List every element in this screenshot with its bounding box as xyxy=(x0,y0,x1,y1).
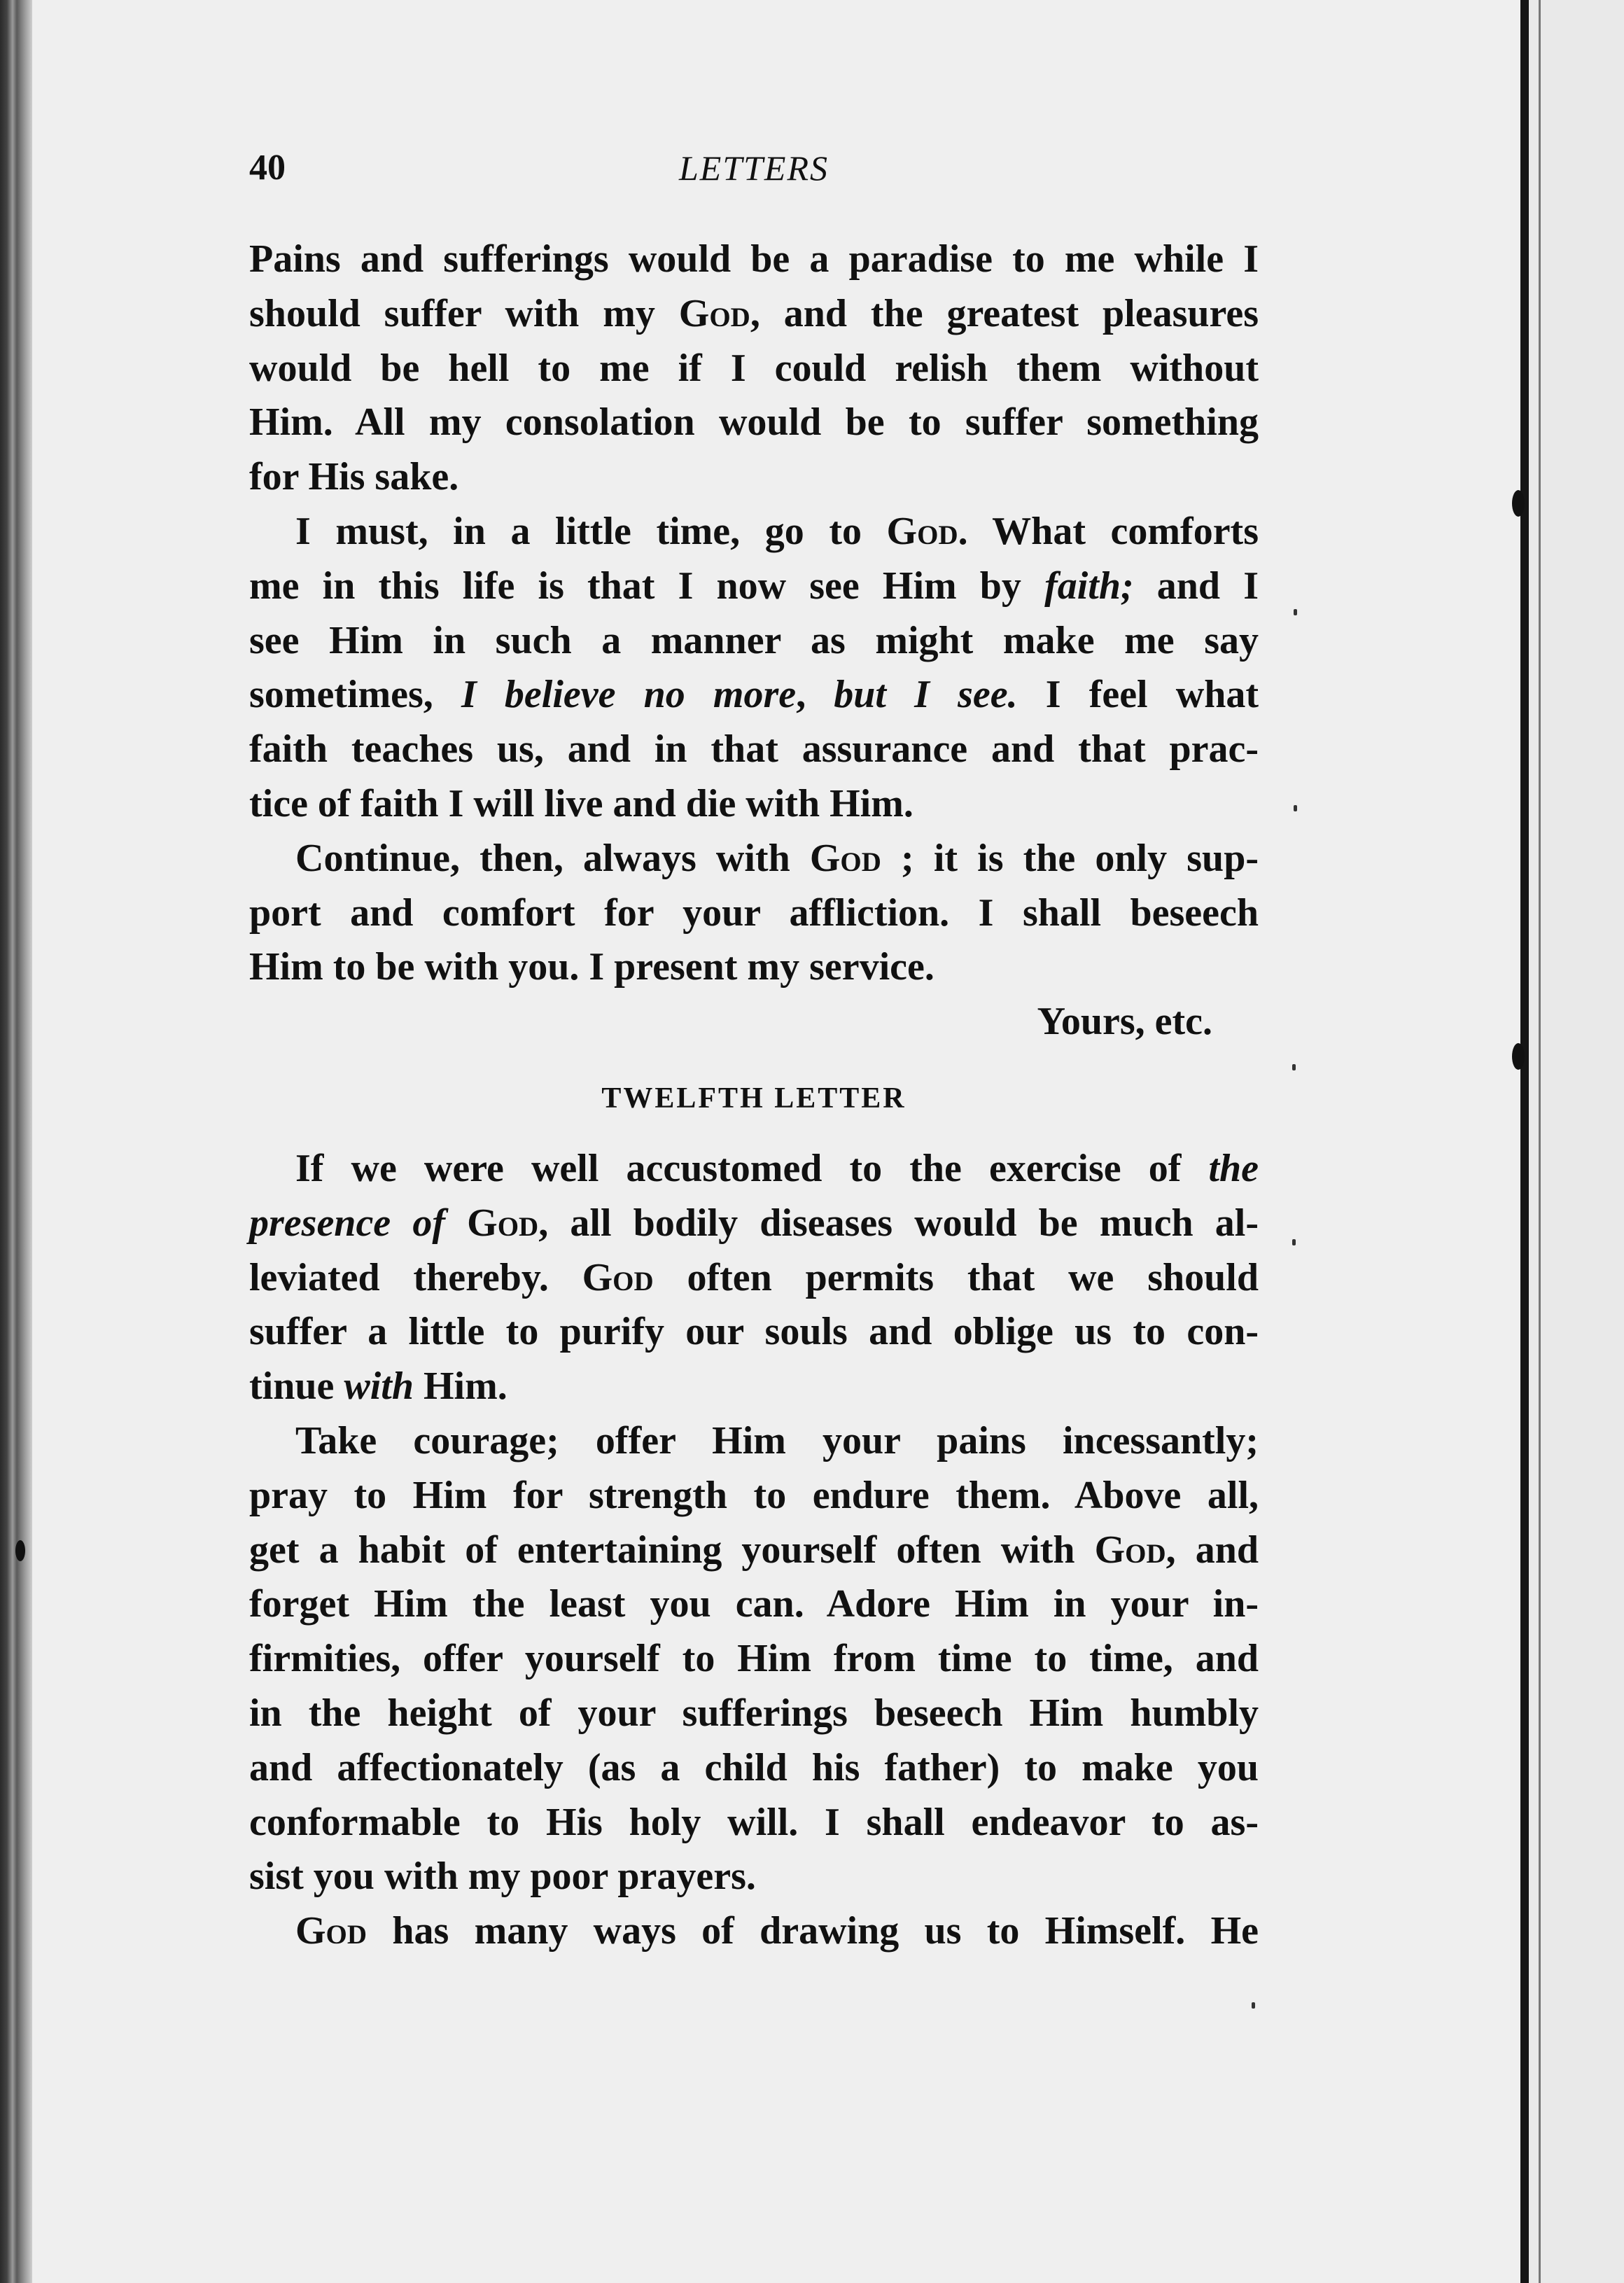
small-caps-god: God xyxy=(809,836,881,880)
italic-text: with xyxy=(344,1364,414,1409)
letter-signoff: Yours, etc. xyxy=(1037,1000,1212,1044)
paragraph xyxy=(249,1904,1259,1959)
scan-speck xyxy=(1292,1239,1296,1245)
small-caps-god: God xyxy=(295,1909,368,1953)
page-number: 40 xyxy=(249,148,286,188)
paragraph xyxy=(249,232,1259,505)
text-line: I must, in a little time, go to God. What comforts xyxy=(295,509,1259,553)
text-line: Take courage; offer Him your pains incessantly; xyxy=(295,1418,1259,1462)
text-line: presence of God, all bodily diseases would be much al- xyxy=(249,1201,1259,1245)
small-caps-god: God xyxy=(467,1201,539,1245)
text-line: port and comfort for your affliction. I shall beseech xyxy=(249,891,1259,935)
small-caps-god: God xyxy=(678,291,750,335)
text-line: forget Him the least you can. Adore Him in your in- xyxy=(249,1582,1259,1626)
binding-mark xyxy=(1512,490,1525,517)
text-line: sometimes, I believe no more, but I see. I feel what xyxy=(249,673,1259,717)
body-text xyxy=(249,232,1259,1959)
text-line: God has many ways of drawing us to Himself. He xyxy=(295,1909,1259,1953)
text-line: If we were well accustomed to the exercise of the xyxy=(295,1146,1259,1190)
text-line: and affectionately (as a child his father) to make you xyxy=(249,1745,1259,1789)
right-strip-line xyxy=(1539,0,1541,2283)
text-line: sist you with my poor prayers. xyxy=(249,1855,756,1899)
small-caps-god: God xyxy=(886,509,958,553)
running-title: LETTERS xyxy=(678,148,830,188)
text-line: should suffer with my God, and the greatest pleasures xyxy=(249,291,1259,335)
right-book-spine xyxy=(1520,0,1529,2283)
text-line: Pains and sufferings would be a paradise to me while I xyxy=(249,237,1259,281)
text-line: in the height of your sufferings beseech Him humbly xyxy=(249,1691,1259,1735)
scan-speck xyxy=(1294,609,1297,615)
italic-text: the xyxy=(1208,1146,1259,1190)
text-line: conformable to His holy will. I shall endeavor to as- xyxy=(249,1800,1259,1844)
paragraph xyxy=(249,832,1259,1049)
scan-speck xyxy=(1294,805,1297,811)
text-line: Him to be with you. I present my service. xyxy=(249,945,934,989)
paragraph xyxy=(249,1142,1259,1414)
text-line: me in this life is that I now see Him by faith; and I xyxy=(249,564,1259,608)
text-line: faith teaches us, and in that assurance and that prac- xyxy=(249,727,1259,772)
text-line: Him. All my consolation would be to suffer something xyxy=(249,400,1259,445)
text-line: leviated thereby. God often permits that we should xyxy=(249,1255,1259,1299)
small-caps-god: God xyxy=(582,1255,654,1299)
text-line: would be hell to me if I could relish them without xyxy=(249,346,1259,390)
scan-speck xyxy=(1252,2002,1255,2009)
small-caps-god: God xyxy=(1094,1528,1166,1572)
letter-heading: TWELFTH LETTER xyxy=(601,1082,906,1115)
italic-text: presence of xyxy=(249,1201,445,1245)
right-facing-page-strip xyxy=(1529,0,1624,2283)
text-line: see Him in such a manner as might make me say xyxy=(249,618,1259,662)
italic-text: but I see. xyxy=(834,673,1018,717)
binding-mark xyxy=(15,1540,25,1561)
text-line: firmities, offer yourself to Him from time to time, and xyxy=(249,1637,1259,1681)
text-line: for His sake. xyxy=(249,455,459,499)
scan-speck xyxy=(1292,1064,1296,1070)
left-page-edge xyxy=(0,0,32,2283)
paragraph xyxy=(249,505,1259,832)
text-line: Continue, then, always with God ; it is the only sup- xyxy=(295,836,1259,880)
running-head xyxy=(249,144,1259,193)
text-line: tinue with Him. xyxy=(249,1364,507,1409)
text-line: pray to Him for strength to endure them. Above all, xyxy=(249,1473,1259,1517)
italic-text: faith; xyxy=(1044,564,1134,608)
italic-text: I believe no more xyxy=(461,673,797,717)
binding-mark xyxy=(1512,1043,1525,1070)
paragraph xyxy=(249,1414,1259,1904)
text-line: tice of faith I will live and die with Him. xyxy=(249,781,913,825)
text-line: get a habit of entertaining yourself often with God, and xyxy=(249,1528,1259,1572)
text-line: suffer a little to purify our souls and oblige us to con- xyxy=(249,1310,1259,1354)
